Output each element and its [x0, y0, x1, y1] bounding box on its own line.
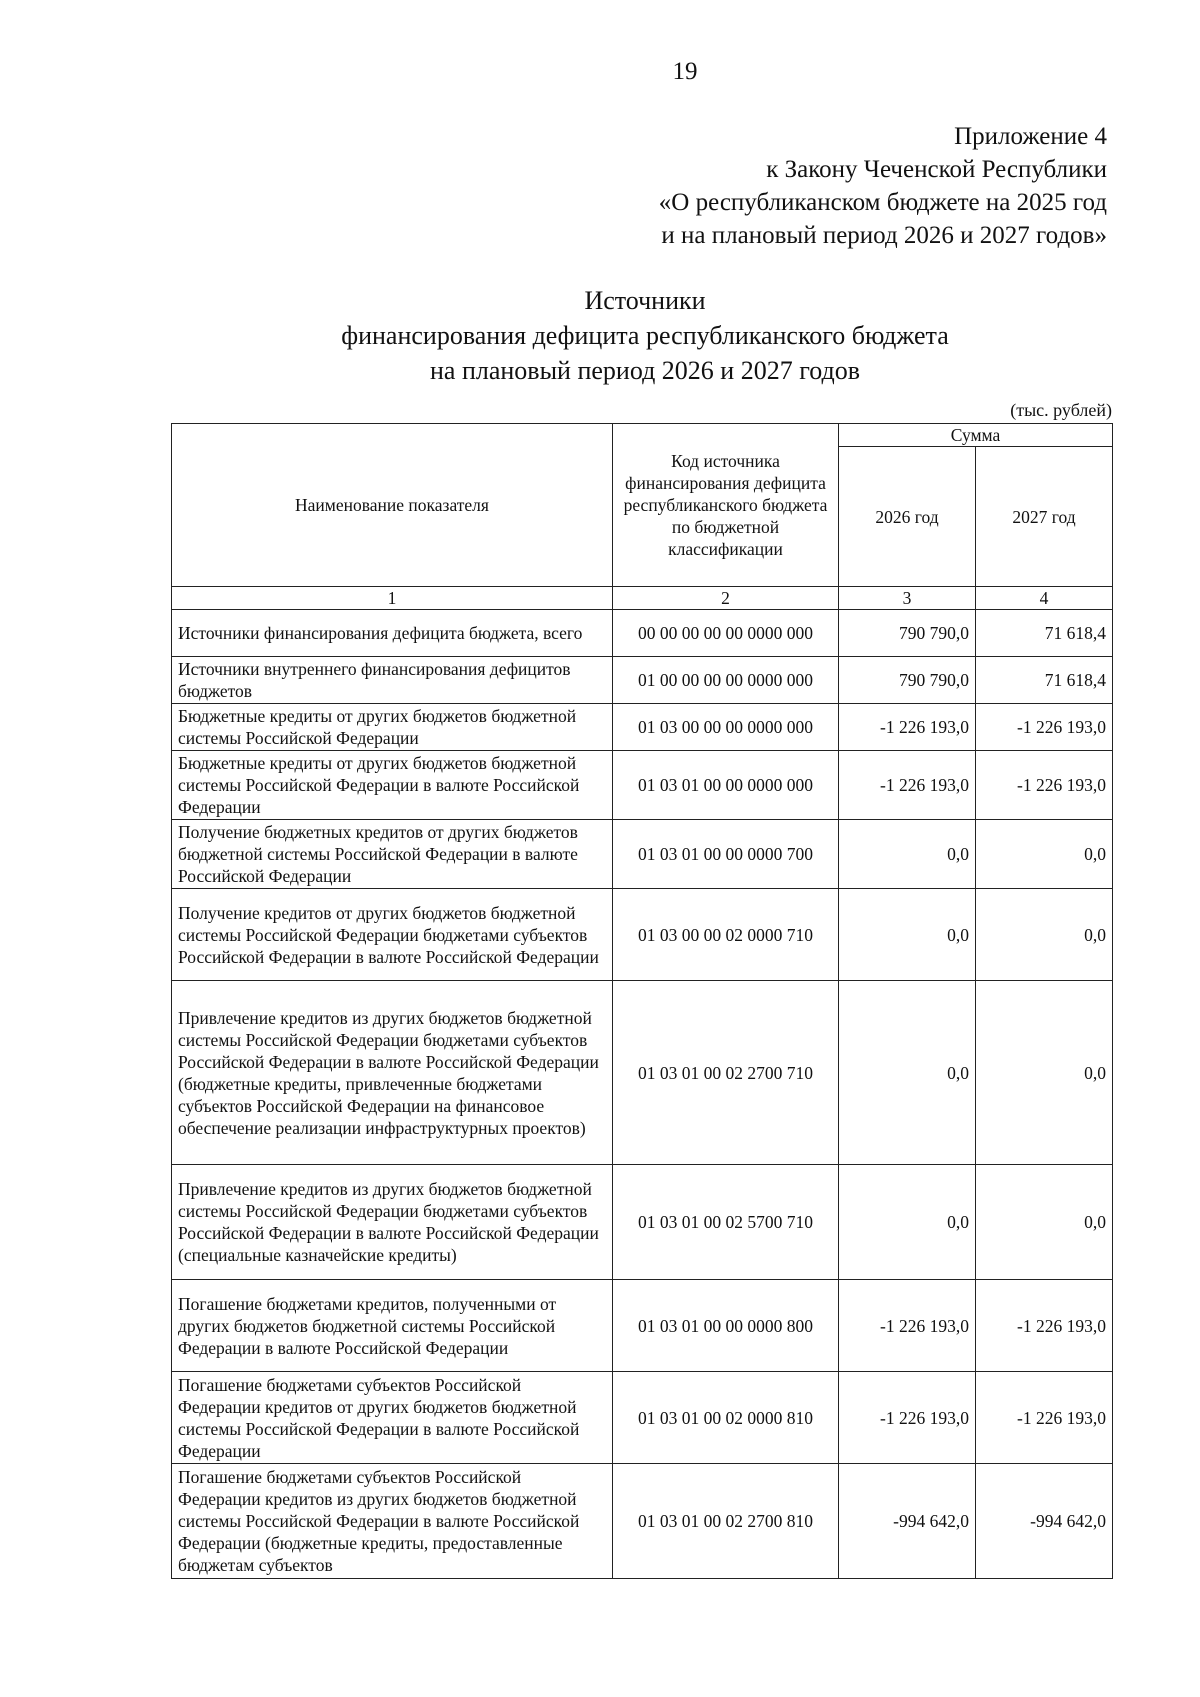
- appendix-header: [659, 120, 1107, 252]
- header-row-1: [172, 424, 1113, 447]
- row-name: Привлечение кредитов из других бюджетов бюджетной системы Российской Федерации бюджетами субъектов Российской Федерации в валюте Российской Федерации (бюджетные кредиты, привлеченные бюджетами субъектов Российской Федерации на финансовое обеспечение реализации инфраструктурных проектов): [172, 981, 613, 1165]
- table-row: [172, 981, 1113, 1165]
- table-row: [172, 657, 1113, 704]
- row-code: 01 03 01 00 00 0000 700: [613, 820, 839, 889]
- row-name: Привлечение кредитов из других бюджетов бюджетной системы Российской Федерации бюджетами субъектов Российской Федерации в валюте Российской Федерации (специальные казначейские кредиты): [172, 1165, 613, 1280]
- title-line-2: финансирования дефицита республиканского бюджета: [341, 321, 949, 350]
- title-line-3: на плановый период 2026 и 2027 годов: [430, 356, 860, 385]
- units-note: (тыс. рублей): [1010, 400, 1112, 420]
- header-year-2027: 2027 год: [976, 447, 1113, 587]
- row-value-2027: 71 618,4: [976, 657, 1113, 704]
- row-value-2027: -1 226 193,0: [976, 751, 1113, 820]
- row-code: 01 03 01 00 00 0000 800: [613, 1280, 839, 1372]
- row-value-2026: -1 226 193,0: [839, 1372, 976, 1464]
- table-row: [172, 1372, 1113, 1464]
- row-value-2027: -1 226 193,0: [976, 1280, 1113, 1372]
- header-code: Код источника финансирования дефицита республиканского бюджета по бюджетной классификации: [613, 424, 839, 587]
- row-code: 01 03 01 00 00 0000 000: [613, 751, 839, 820]
- header-year-2026: 2026 год: [839, 447, 976, 587]
- column-number: 3: [839, 587, 976, 610]
- row-name: Погашение бюджетами кредитов, полученными от других бюджетов бюджетной системы Российской Федерации в валюте Российской Федерации: [172, 1280, 613, 1372]
- table-row: [172, 1280, 1113, 1372]
- table-row: [172, 610, 1113, 657]
- row-value-2026: 0,0: [839, 1165, 976, 1280]
- row-value-2026: 0,0: [839, 981, 976, 1165]
- sources-table: [171, 423, 1113, 1579]
- column-number-row: [172, 587, 1113, 610]
- row-value-2027: 71 618,4: [976, 610, 1113, 657]
- page-number: 19: [672, 58, 698, 85]
- table-row: [172, 820, 1113, 889]
- row-value-2026: 0,0: [839, 820, 976, 889]
- row-name: Получение кредитов от других бюджетов бюджетной системы Российской Федерации бюджетами субъектов Российской Федерации в валюте Российской Федерации: [172, 889, 613, 981]
- table-row: [172, 889, 1113, 981]
- header-name: Наименование показателя: [172, 424, 613, 587]
- row-name: Источники финансирования дефицита бюджета, всего: [172, 610, 613, 657]
- column-number: 4: [976, 587, 1113, 610]
- row-value-2027: -994 642,0: [976, 1464, 1113, 1579]
- row-name: Источники внутреннего финансирования дефицитов бюджетов: [172, 657, 613, 704]
- row-name: Бюджетные кредиты от других бюджетов бюджетной системы Российской Федерации: [172, 704, 613, 751]
- row-value-2026: -1 226 193,0: [839, 704, 976, 751]
- row-value-2026: 790 790,0: [839, 657, 976, 704]
- row-code: 01 03 01 00 02 2700 710: [613, 981, 839, 1165]
- row-value-2026: -1 226 193,0: [839, 1280, 976, 1372]
- appendix-line-4: и на плановый период 2026 и 2027 годов»: [661, 222, 1107, 249]
- appendix-line-3: «О республиканском бюджете на 2025 год: [658, 189, 1107, 216]
- row-value-2026: -1 226 193,0: [839, 751, 976, 820]
- row-value-2026: -994 642,0: [839, 1464, 976, 1579]
- row-name: Бюджетные кредиты от других бюджетов бюджетной системы Российской Федерации в валюте Российской Федерации: [172, 751, 613, 820]
- table-row: [172, 704, 1113, 751]
- appendix-line-1: Приложение 4: [954, 123, 1107, 150]
- column-number: 1: [172, 587, 613, 610]
- row-code: 01 00 00 00 00 0000 000: [613, 657, 839, 704]
- header-sum: Сумма: [839, 424, 1113, 447]
- row-value-2027: 0,0: [976, 981, 1113, 1165]
- row-code: 01 03 01 00 02 5700 710: [613, 1165, 839, 1280]
- row-value-2027: 0,0: [976, 820, 1113, 889]
- row-name: Погашение бюджетами субъектов Российской Федерации кредитов от других бюджетов бюджетной системы Российской Федерации в валюте Российской Федерации: [172, 1372, 613, 1464]
- row-value-2026: 790 790,0: [839, 610, 976, 657]
- row-code: 01 03 00 00 02 0000 710: [613, 889, 839, 981]
- table-row: [172, 1464, 1113, 1579]
- row-code: 01 03 00 00 00 0000 000: [613, 704, 839, 751]
- table-row: [172, 1165, 1113, 1280]
- title-line-1: Источники: [584, 286, 706, 315]
- table-row: [172, 751, 1113, 820]
- row-value-2027: -1 226 193,0: [976, 704, 1113, 751]
- appendix-line-2: к Закону Чеченской Республики: [766, 156, 1107, 183]
- row-value-2027: 0,0: [976, 1165, 1113, 1280]
- row-value-2027: 0,0: [976, 889, 1113, 981]
- row-value-2027: -1 226 193,0: [976, 1372, 1113, 1464]
- row-code: 00 00 00 00 00 0000 000: [613, 610, 839, 657]
- column-number: 2: [613, 587, 839, 610]
- document-title: [0, 283, 1200, 388]
- row-name: Погашение бюджетами субъектов Российской Федерации кредитов из других бюджетов бюджетной системы Российской Федерации в валюте Российской Федерации (бюджетные кредиты, предоставленные бюджетам субъектов: [172, 1464, 613, 1579]
- row-code: 01 03 01 00 02 2700 810: [613, 1464, 839, 1579]
- row-code: 01 03 01 00 02 0000 810: [613, 1372, 839, 1464]
- row-value-2026: 0,0: [839, 889, 976, 981]
- row-name: Получение бюджетных кредитов от других бюджетов бюджетной системы Российской Федерации в валюте Российской Федерации: [172, 820, 613, 889]
